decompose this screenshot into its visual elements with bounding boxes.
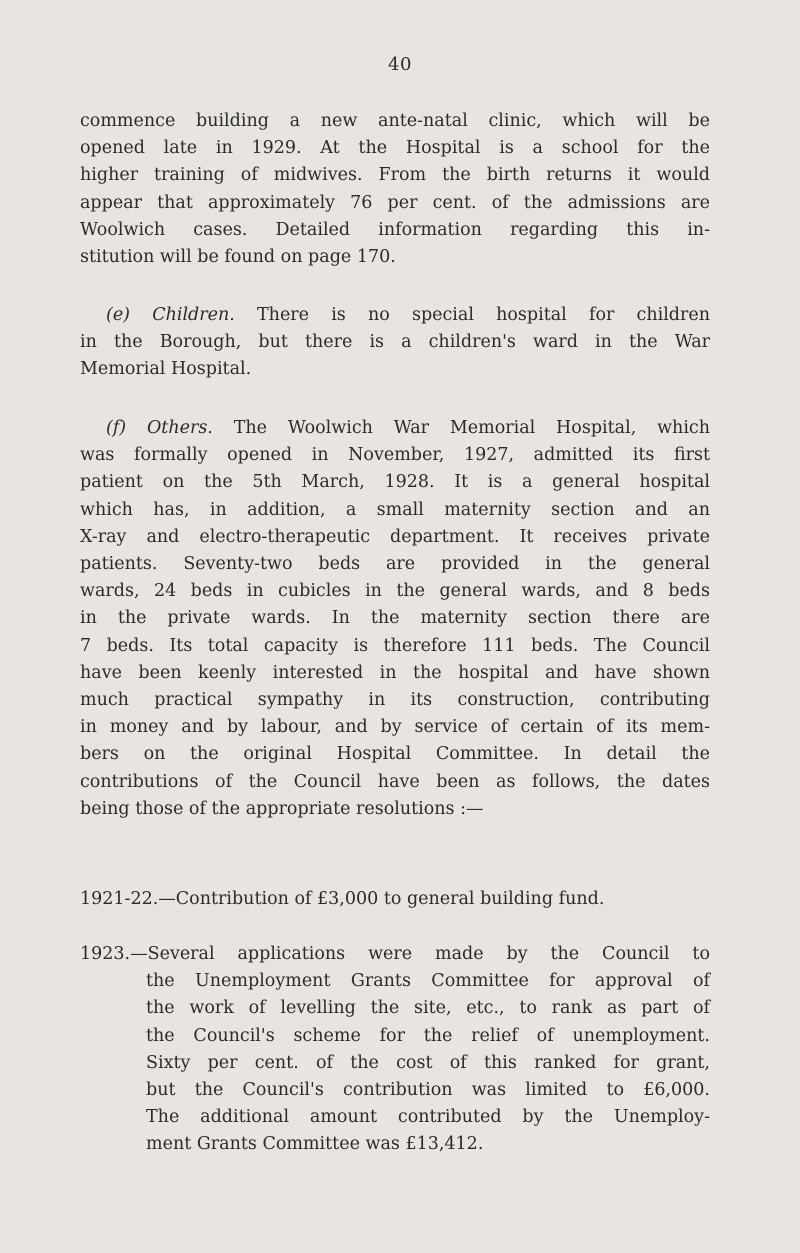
text-line: in the Borough, but there is a children's ward in the War	[80, 332, 710, 353]
text-line: The additional amount contributed by the Unemploy-	[146, 1107, 710, 1128]
text-line: much practical sympathy in its construction, contributing	[80, 690, 710, 711]
text-line: patient on the 5th March, 1928. It is a general hospital	[80, 472, 710, 493]
text-line: the Council's scheme for the relief of unemployment.	[146, 1025, 710, 1046]
paragraph-children	[80, 302, 710, 384]
text-line: patients. Seventy-two beds are provided in the general	[80, 554, 710, 575]
section-label-children: (e) Children.	[106, 305, 235, 325]
text-line: ment Grants Committee was £13,412.	[146, 1134, 484, 1155]
text-line: the Unemployment Grants Committee for approval of	[146, 971, 710, 992]
text-line: higher training of midwives. From the birth returns it would	[80, 165, 710, 186]
text-line: was formally opened in November, 1927, admitted its first	[80, 445, 710, 466]
paragraph-contribution-1923	[80, 941, 710, 1159]
text-line: X-ray and electro-therapeutic department. It receives private	[80, 526, 710, 547]
page-number: 40	[388, 54, 412, 75]
text-line: 1921-22.—Contribution of £3,000 to general building fund.	[80, 889, 605, 909]
text-line	[80, 415, 710, 442]
text-line: which has, in addition, a small maternity section and an	[80, 499, 710, 520]
text-line: bers on the original Hospital Committee. In detail the	[80, 744, 710, 765]
paragraph-contribution-1921-22	[80, 886, 710, 913]
text-line: but the Council's contribution was limited to £6,000.	[146, 1080, 710, 1101]
text-line: 1923.—Several applications were made by the Council to	[80, 944, 710, 964]
text-line: Memorial Hospital.	[80, 359, 252, 380]
text-line: stitution will be found on page 170.	[80, 247, 396, 268]
text-line: being those of the appropriate resolutions :—	[80, 798, 484, 819]
text-line: have been keenly interested in the hospital and have shown	[80, 662, 710, 683]
text-line: wards, 24 beds in cubicles in the general wards, and 8 beds	[80, 581, 710, 602]
text-fragment: There is no special hospital for children	[234, 305, 710, 325]
text-line: Woolwich cases. Detailed information regarding this in-	[80, 219, 710, 240]
section-label-others: (f) Others.	[106, 418, 213, 438]
text-line: in money and by labour, and by service of certain of its mem-	[80, 717, 710, 738]
text-line: Sixty per cent. of the cost of this ranked for grant,	[146, 1052, 710, 1073]
text-line: commence building a new ante-natal clinic, which will be	[80, 111, 710, 131]
text-line: contributions of the Council have been as follows, the dates	[80, 771, 710, 792]
text-line: opened late in 1929. At the Hospital is a school for the	[80, 138, 710, 159]
text-line: 7 beds. Its total capacity is therefore 111 beds. The Council	[80, 635, 710, 656]
paragraph-others	[80, 415, 710, 823]
text-line: in the private wards. In the maternity section there are	[80, 608, 710, 629]
text-line: the work of levelling the site, etc., to rank as part of	[146, 998, 710, 1019]
paragraph-maternity-continued	[80, 108, 710, 271]
text-line	[80, 302, 710, 329]
text-line: appear that approximately 76 per cent. of the admissions are	[80, 192, 710, 213]
text-fragment: The Woolwich War Memorial Hospital, which	[212, 418, 710, 438]
